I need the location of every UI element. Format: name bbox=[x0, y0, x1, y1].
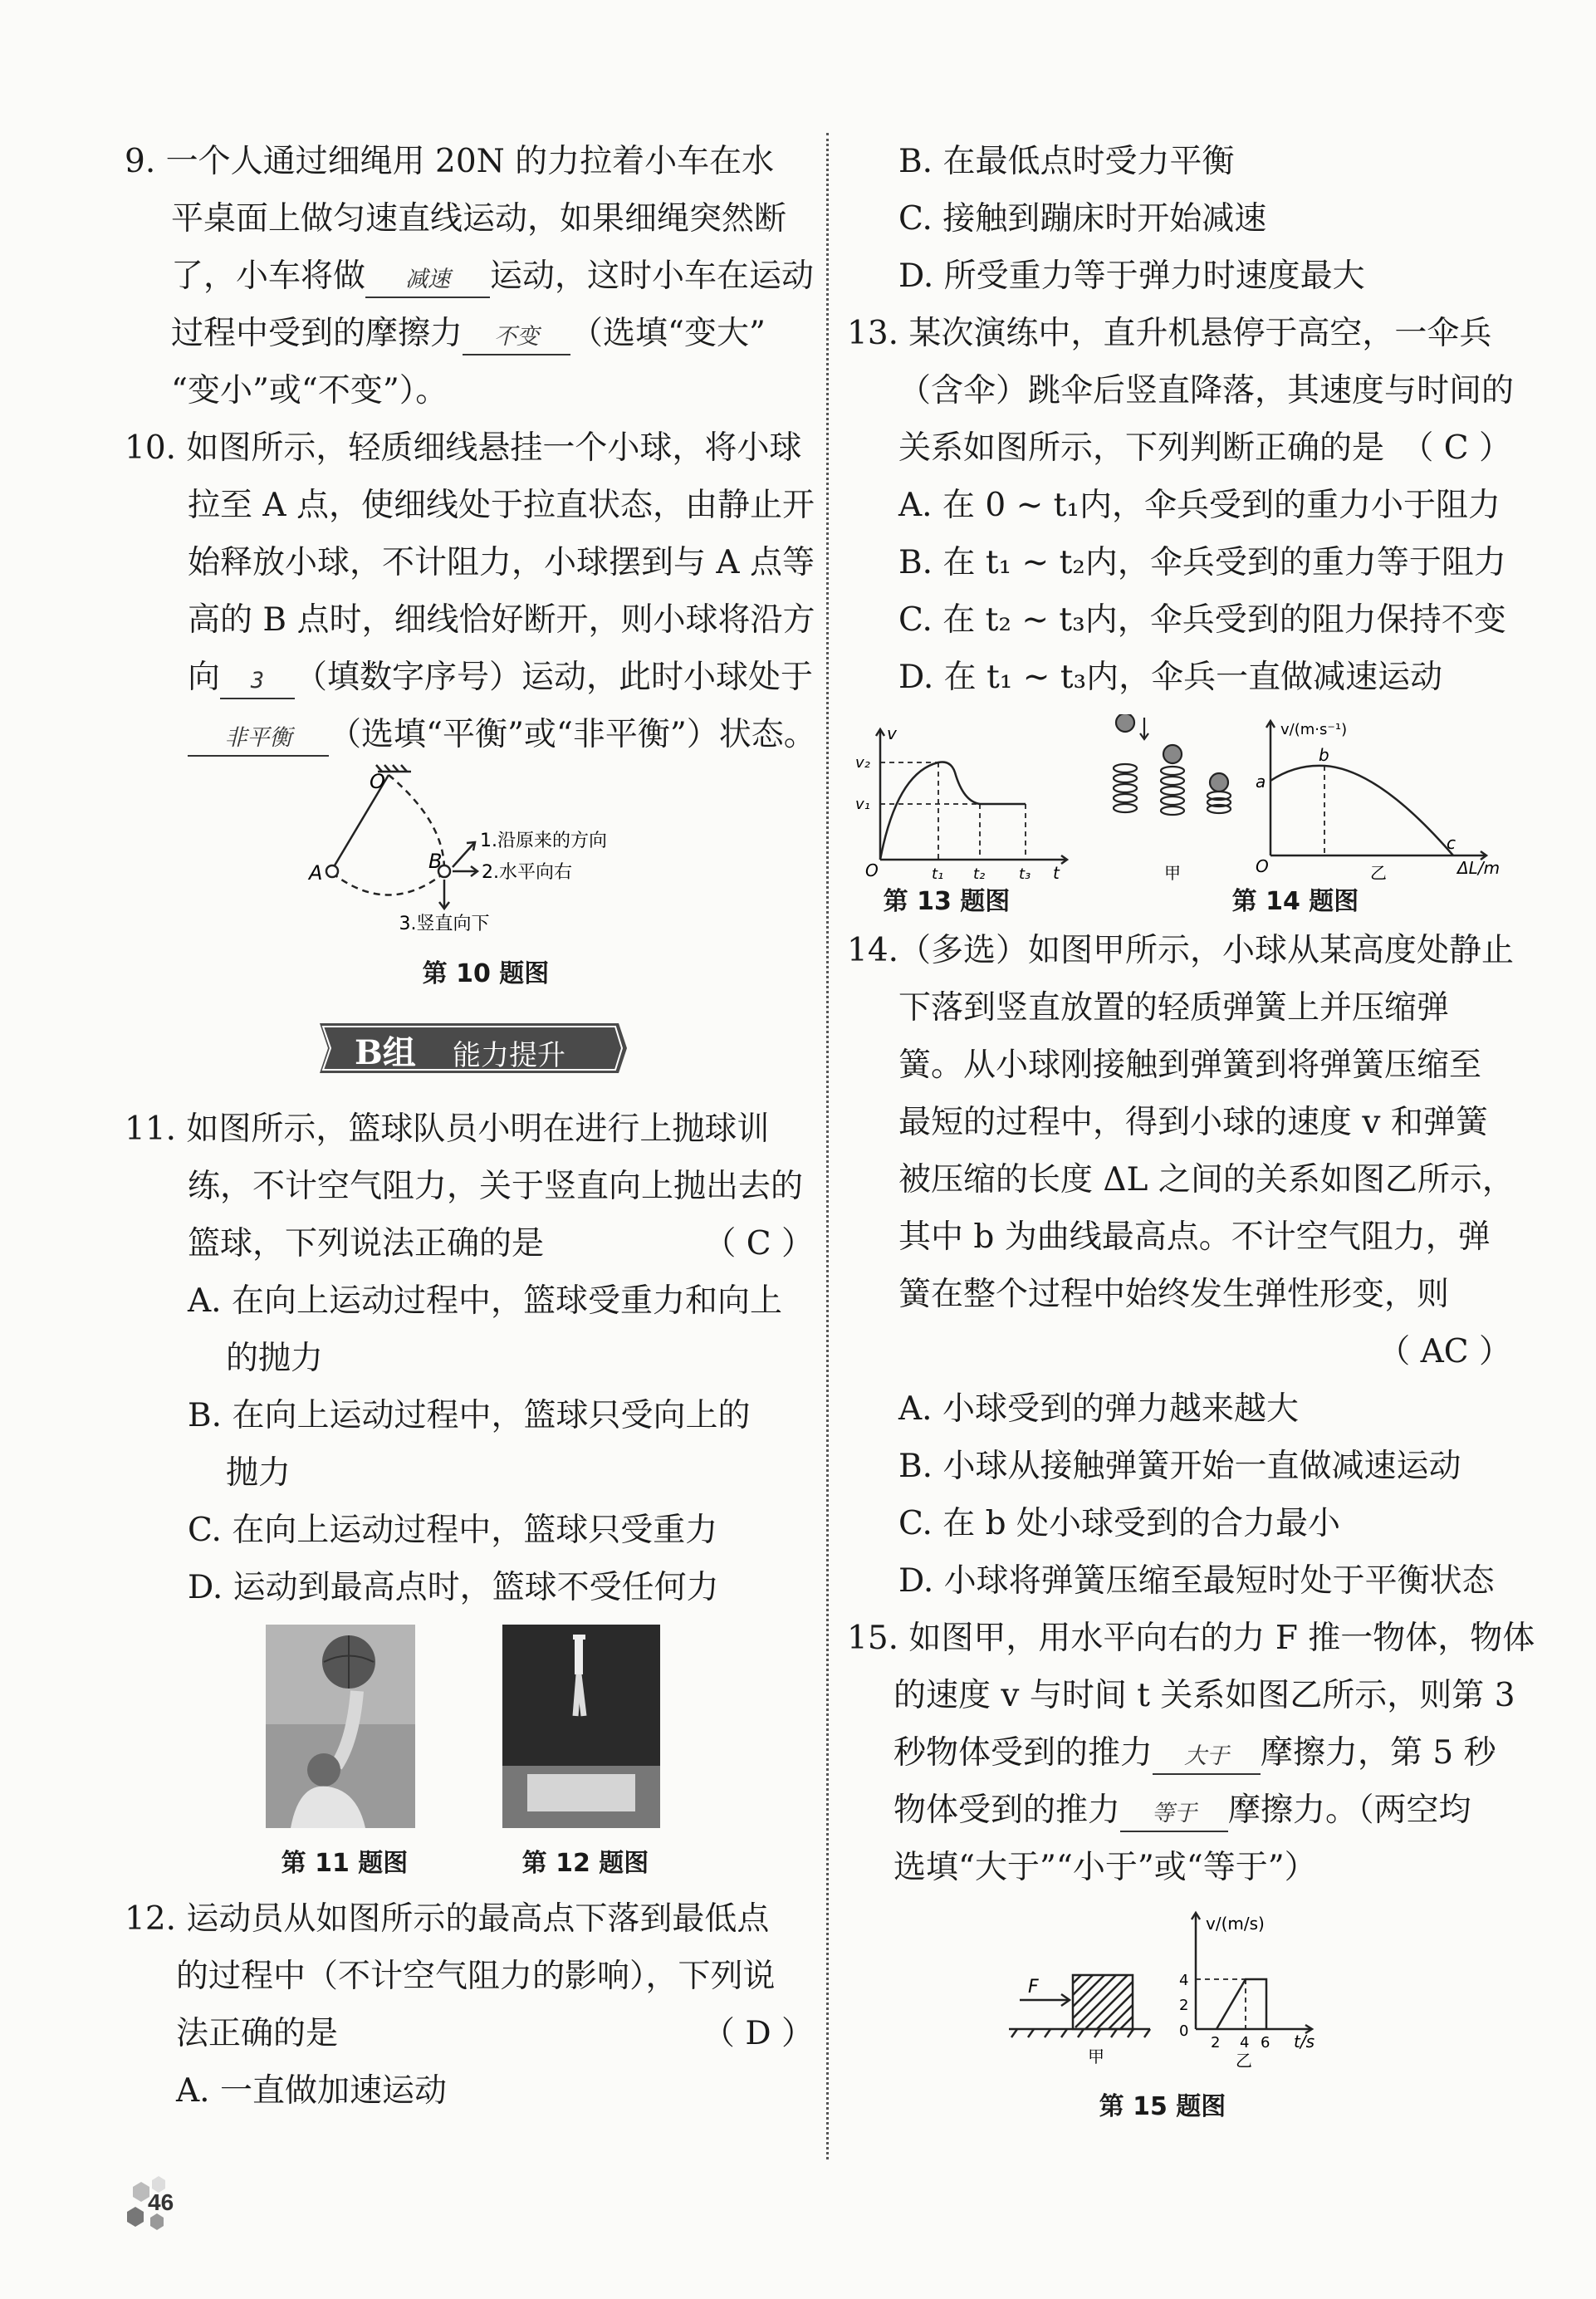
ball-a bbox=[326, 865, 338, 877]
svg-text:t₁: t₁ bbox=[932, 865, 944, 880]
page-number: 46 bbox=[148, 2189, 174, 2215]
question-15 bbox=[847, 1610, 1535, 1896]
q14-line: 14.（多选）如图甲所示，小球从某高度处静止 bbox=[847, 932, 1515, 969]
svg-text:4: 4 bbox=[1240, 2034, 1250, 2051]
svg-text:0: 0 bbox=[1179, 2022, 1189, 2040]
option-c: C. 接触到蹦床时开始减速 bbox=[898, 200, 1267, 238]
option-b: B. 在 t₁ ~ t₂内，伞兵受到的重力等于阻力 bbox=[898, 544, 1506, 581]
question-13 bbox=[847, 305, 1515, 706]
right-column bbox=[847, 133, 1535, 2122]
q14-line: 被压缩的长度 ΔL 之间的关系如图乙所示， bbox=[898, 1161, 1515, 1199]
svg-text:乙: 乙 bbox=[1236, 2051, 1252, 2071]
direction-1: 1.沿原来的方向 bbox=[480, 831, 607, 851]
figure-15 bbox=[847, 1904, 1511, 2079]
svg-text:v/(m/s): v/(m/s) bbox=[1206, 1914, 1265, 1934]
option-b: B. 小球从接触弹簧开始一直做减速运动 bbox=[898, 1448, 1461, 1485]
svg-text:v: v bbox=[887, 723, 897, 743]
answer-blank: 等于 bbox=[1120, 1797, 1228, 1832]
q13-line: （含伞）跳伞后竖直降落，其速度与时间的 bbox=[898, 372, 1515, 409]
svg-text:O: O bbox=[1256, 856, 1269, 876]
q11-line: 11. 如图所示，篮球队员小明在进行上抛球训 bbox=[125, 1110, 770, 1148]
q9-line: 平桌面上做匀速直线运动，如果细绳突然断 bbox=[171, 200, 787, 238]
svg-text:a: a bbox=[1256, 772, 1266, 792]
q12-line: 法正确的是 （ D ） bbox=[125, 2005, 814, 2062]
svg-text:甲: 甲 bbox=[1164, 863, 1181, 880]
option-a-cont: 的抛力 bbox=[226, 1340, 324, 1377]
direction-3: 3.竖直向下 bbox=[399, 914, 490, 934]
question-10 bbox=[125, 419, 814, 763]
option-c: C. 在 t₂ ~ t₃内，伞兵受到的阻力保持不变 bbox=[898, 601, 1506, 639]
option-c: C. 在向上运动过程中，篮球只受重力 bbox=[188, 1512, 718, 1549]
figure-15-caption: 第 15 题图 bbox=[1099, 2092, 1226, 2121]
svg-text:2: 2 bbox=[1211, 2034, 1221, 2051]
svg-text:v/(m·s⁻¹): v/(m·s⁻¹) bbox=[1280, 721, 1348, 738]
figure-13-graph bbox=[876, 729, 1067, 864]
option-a: A. 一直做加速运动 bbox=[176, 2072, 447, 2110]
column-divider bbox=[826, 133, 829, 2159]
svg-text:c: c bbox=[1447, 833, 1456, 853]
svg-text:乙: 乙 bbox=[1370, 863, 1387, 880]
figure-13-14-captions bbox=[847, 880, 1511, 922]
question-12 bbox=[125, 1890, 814, 2120]
option-b-cont: 抛力 bbox=[226, 1454, 291, 1492]
question-14 bbox=[847, 922, 1515, 1610]
answer: （ C ） bbox=[703, 1225, 814, 1262]
q14-line: 最短的过程中，得到小球的速度 v 和弹簧 bbox=[898, 1104, 1488, 1141]
option-b: B. 在最低点时受力平衡 bbox=[898, 143, 1235, 180]
svg-text:t₃: t₃ bbox=[1019, 865, 1031, 880]
arrow-1 bbox=[453, 842, 475, 867]
q12-line: 的过程中（不计空气阻力的影响），下列说 bbox=[176, 1958, 776, 1995]
q10-line: 10. 如图所示，轻质细线悬挂一个小球，将小球 bbox=[125, 429, 802, 467]
left-column-lower bbox=[125, 1100, 814, 2120]
left-column bbox=[125, 133, 814, 989]
question-9 bbox=[125, 133, 814, 419]
svg-text:ΔL/m: ΔL/m bbox=[1457, 858, 1501, 878]
basketball-photo bbox=[266, 1625, 415, 1828]
figure-10 bbox=[125, 763, 814, 946]
section-title: 能力提升 bbox=[453, 1039, 565, 1072]
q15-line: 秒物体受到的推力 大于 摩擦力，第 5 秒 bbox=[847, 1724, 1511, 1782]
option-a: A. 小球受到的弹力越来越大 bbox=[898, 1390, 1299, 1428]
q10-line: 拉至 A 点，使细线处于拉直状态，由静止开 bbox=[188, 487, 815, 524]
answer-blank: 不变 bbox=[463, 321, 570, 355]
section-banner bbox=[320, 1020, 627, 1076]
section-group: B组 bbox=[355, 1033, 416, 1072]
q9-line: 9. 一个人通过细绳用 20N 的力拉着小车在水 bbox=[125, 143, 775, 180]
svg-text:O: O bbox=[865, 860, 879, 880]
label-b: B bbox=[428, 850, 443, 873]
label-o: O bbox=[370, 770, 385, 793]
q11-line: 篮球，下列说法正确的是 （ C ） bbox=[125, 1215, 814, 1272]
answer: （ C ） bbox=[1401, 429, 1511, 467]
q15-line: 15. 如图甲，用水平向右的力 F 推一物体，物体 bbox=[847, 1620, 1535, 1657]
option-a: A. 在向上运动过程中，篮球受重力和向上 bbox=[188, 1282, 782, 1320]
figure-13-caption: 第 13 题图 bbox=[883, 887, 1011, 916]
q10-line: 始释放小球，不计阻力，小球摆到与 A 点等 bbox=[188, 544, 815, 581]
svg-text:b: b bbox=[1319, 745, 1329, 765]
svg-text:t/s: t/s bbox=[1294, 2032, 1314, 2051]
q12-line: 12. 运动员从如图所示的最高点下落到最低点 bbox=[125, 1900, 770, 1938]
q9-line: “变小”或“不变”）。 bbox=[171, 372, 448, 409]
q14-line: 簧在整个过程中始终发生弹性形变，则 bbox=[898, 1276, 1450, 1313]
label-a: A bbox=[309, 861, 323, 885]
svg-text:甲: 甲 bbox=[1088, 2047, 1104, 2066]
q9-line: 了，小车将做 减速 运动，这时小车在运动 bbox=[125, 248, 814, 305]
svg-text:t: t bbox=[1053, 863, 1060, 880]
photos bbox=[125, 1625, 814, 1890]
answer: （ D ） bbox=[702, 2015, 814, 2052]
svg-text:t₂: t₂ bbox=[973, 865, 986, 880]
swing-path bbox=[332, 873, 444, 895]
figure-10-caption: 第 10 题图 bbox=[422, 959, 550, 988]
q9-line: 过程中受到的摩擦力 不变 （选填“变大” bbox=[125, 305, 814, 362]
q10-line: 向 3 （填数字序号）运动，此时小球处于 bbox=[125, 649, 814, 706]
question-11 bbox=[125, 1100, 814, 1616]
svg-text:2: 2 bbox=[1179, 1997, 1189, 2014]
question-12-cont bbox=[847, 133, 1511, 305]
option-c: C. 在 b 处小球受到的合力最小 bbox=[898, 1505, 1341, 1542]
answer-blank: 减速 bbox=[365, 263, 490, 298]
q10-line: 高的 B 点时，细线恰好断开，则小球将沿方 bbox=[188, 601, 815, 639]
option-b: B. 在向上运动过程中，篮球只受向上的 bbox=[188, 1397, 751, 1434]
q15-line: 物体受到的推力 等于 摩擦力。（两空均 bbox=[847, 1782, 1511, 1839]
q14-line: 簧。从小球刚接触到弹簧到将弹簧压缩至 bbox=[898, 1047, 1482, 1084]
q15-line: 选填“大于”“小于”或“等于”） bbox=[893, 1849, 1317, 1886]
direction-2: 2.水平向右 bbox=[482, 862, 572, 883]
option-d: D. 小球将弹簧压缩至最短时处于平衡状态 bbox=[898, 1562, 1495, 1600]
svg-text:6: 6 bbox=[1261, 2034, 1270, 2051]
svg-text:v₁: v₁ bbox=[855, 796, 870, 813]
figure-11-caption: 第 11 题图 bbox=[281, 1849, 409, 1878]
svg-text:4: 4 bbox=[1179, 1972, 1189, 1989]
figure-14-springs bbox=[1114, 714, 1231, 815]
answer-blank: 非平衡 bbox=[188, 722, 329, 757]
q13-line: 13. 某次演练中，直升机悬停于高空，一伞兵 bbox=[847, 315, 1492, 352]
option-d: D. 在 t₁ ~ t₃内，伞兵一直做减速运动 bbox=[898, 659, 1443, 696]
option-d: D. 所受重力等于弹力时速度最大 bbox=[898, 257, 1365, 295]
answer: （ AC ） bbox=[1378, 1333, 1511, 1370]
figure-12-caption: 第 12 题图 bbox=[521, 1849, 649, 1878]
svg-text:F: F bbox=[1028, 1977, 1039, 1998]
answer-blank: 3 bbox=[220, 664, 295, 699]
option-a: A. 在 0 ~ t₁内，伞兵受到的重力小于阻力 bbox=[898, 487, 1501, 524]
q14-line: 其中 b 为曲线最高点。不计空气阻力，弹 bbox=[898, 1218, 1491, 1256]
q10-line: 非平衡 （选填“平衡”或“非平衡”）状态。 bbox=[125, 706, 814, 763]
q15-line: 的速度 v 与时间 t 关系如图乙所示，则第 3 bbox=[893, 1677, 1515, 1714]
option-d: D. 运动到最高点时，篮球不受任何力 bbox=[188, 1569, 719, 1606]
q11-line: 练，不计空气阻力，关于竖直向上抛出去的 bbox=[188, 1168, 804, 1205]
figure-14-caption: 第 14 题图 bbox=[1231, 887, 1359, 916]
q14-line: 下落到竖直放置的轻质弹簧上并压缩弹 bbox=[898, 989, 1450, 1027]
svg-text:v₂: v₂ bbox=[855, 754, 870, 772]
figures-13-14 bbox=[847, 714, 1511, 880]
answer-blank: 大于 bbox=[1153, 1740, 1261, 1775]
q13-line: 关系如图所示，下列判断正确的是 （ C ） bbox=[847, 419, 1511, 477]
trampoline-photo bbox=[502, 1625, 660, 1828]
